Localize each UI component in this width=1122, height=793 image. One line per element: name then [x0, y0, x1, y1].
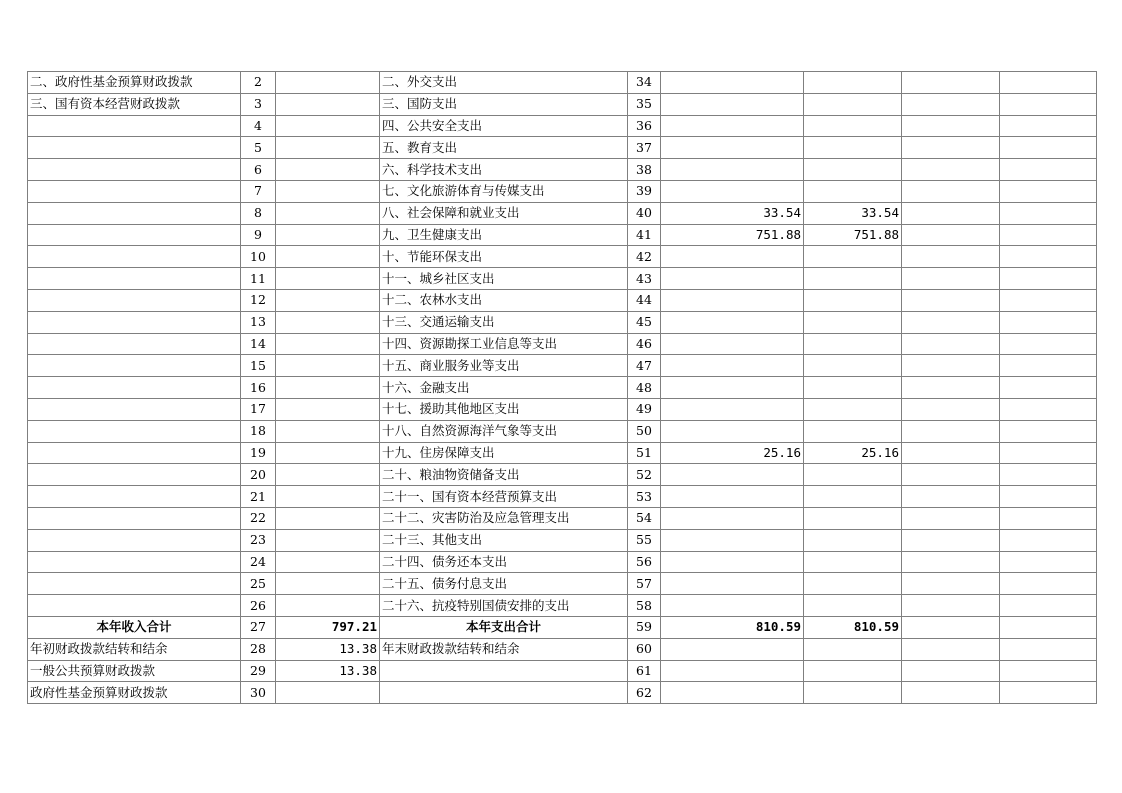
state-capital-budget-cell	[1000, 464, 1097, 486]
income-line-number-cell: 8	[241, 202, 276, 224]
general-budget-cell	[804, 595, 902, 617]
general-budget-cell	[804, 246, 902, 268]
expenditure-item-cell: 十、节能环保支出	[380, 246, 628, 268]
general-budget-cell	[804, 268, 902, 290]
general-budget-cell	[804, 682, 902, 704]
income-line-number-cell: 23	[241, 529, 276, 551]
general-budget-cell	[804, 93, 902, 115]
state-capital-budget-cell	[1000, 398, 1097, 420]
expenditure-item-cell: 十八、自然资源海洋气象等支出	[380, 420, 628, 442]
expenditure-line-number-cell: 53	[628, 486, 661, 508]
general-budget-cell	[804, 551, 902, 573]
state-capital-budget-cell	[1000, 137, 1097, 159]
expenditure-item-cell: 十六、金融支出	[380, 377, 628, 399]
income-item-cell	[28, 137, 241, 159]
income-amount-cell: 13.38	[276, 638, 380, 660]
income-item-cell	[28, 202, 241, 224]
expenditure-line-number-cell: 34	[628, 72, 661, 94]
expenditure-item-cell: 十三、交通运输支出	[380, 311, 628, 333]
gov-fund-budget-cell	[902, 573, 1000, 595]
income-amount-cell	[276, 268, 380, 290]
expenditure-line-number-cell: 42	[628, 246, 661, 268]
expenditure-total-cell	[661, 377, 804, 399]
expenditure-item-cell: 十九、住房保障支出	[380, 442, 628, 464]
expenditure-line-number-cell: 46	[628, 333, 661, 355]
expenditure-item-cell: 二十二、灾害防治及应急管理支出	[380, 507, 628, 529]
income-line-number-cell: 9	[241, 224, 276, 246]
expenditure-item-cell: 二十一、国有资本经营预算支出	[380, 486, 628, 508]
expenditure-item-cell: 十五、商业服务业等支出	[380, 355, 628, 377]
expenditure-line-number-cell: 51	[628, 442, 661, 464]
expenditure-total-cell	[661, 595, 804, 617]
income-line-number-cell: 10	[241, 246, 276, 268]
gov-fund-budget-cell	[902, 72, 1000, 94]
expenditure-item-cell	[380, 660, 628, 682]
expenditure-total-cell	[661, 529, 804, 551]
expenditure-total-cell	[661, 93, 804, 115]
table-row	[28, 595, 1097, 617]
income-item-cell: 政府性基金预算财政拨款	[28, 682, 241, 704]
income-line-number-cell: 4	[241, 115, 276, 137]
expenditure-item-cell: 十七、援助其他地区支出	[380, 398, 628, 420]
income-line-number-cell: 13	[241, 311, 276, 333]
expenditure-total-cell	[661, 486, 804, 508]
expenditure-total-cell	[661, 551, 804, 573]
gov-fund-budget-cell	[902, 137, 1000, 159]
expenditure-line-number-cell: 40	[628, 202, 661, 224]
income-amount-cell	[276, 159, 380, 181]
general-budget-cell: 25.16	[804, 442, 902, 464]
table-row	[28, 224, 1097, 246]
table-row	[28, 268, 1097, 290]
income-amount-cell: 797.21	[276, 616, 380, 638]
income-line-number-cell: 18	[241, 420, 276, 442]
expenditure-line-number-cell: 47	[628, 355, 661, 377]
expenditure-total-cell	[661, 573, 804, 595]
table-row	[28, 115, 1097, 137]
income-item-cell	[28, 333, 241, 355]
table-row	[28, 398, 1097, 420]
expenditure-total-cell	[661, 115, 804, 137]
income-line-number-cell: 15	[241, 355, 276, 377]
table-row	[28, 638, 1097, 660]
income-amount-cell	[276, 180, 380, 202]
gov-fund-budget-cell	[902, 115, 1000, 137]
table-row	[28, 377, 1097, 399]
state-capital-budget-cell	[1000, 180, 1097, 202]
expenditure-item-cell: 二十、粮油物资储备支出	[380, 464, 628, 486]
income-line-number-cell: 5	[241, 137, 276, 159]
expenditure-item-cell: 二十三、其他支出	[380, 529, 628, 551]
expenditure-total-cell	[661, 464, 804, 486]
expenditure-total-cell	[661, 355, 804, 377]
income-amount-cell	[276, 246, 380, 268]
state-capital-budget-cell	[1000, 638, 1097, 660]
income-line-number-cell: 12	[241, 289, 276, 311]
income-item-cell	[28, 398, 241, 420]
expenditure-item-cell: 十一、城乡社区支出	[380, 268, 628, 290]
expenditure-item-cell: 二十四、债务还本支出	[380, 551, 628, 573]
income-line-number-cell: 20	[241, 464, 276, 486]
general-budget-cell	[804, 464, 902, 486]
gov-fund-budget-cell	[902, 420, 1000, 442]
income-item-cell	[28, 159, 241, 181]
expenditure-total-cell	[661, 682, 804, 704]
table-row	[28, 660, 1097, 682]
income-line-number-cell: 30	[241, 682, 276, 704]
income-amount-cell	[276, 595, 380, 617]
expenditure-line-number-cell: 56	[628, 551, 661, 573]
income-item-cell: 二、政府性基金预算财政拨款	[28, 72, 241, 94]
income-item-cell	[28, 442, 241, 464]
expenditure-total-cell	[661, 289, 804, 311]
income-item-cell	[28, 573, 241, 595]
expenditure-item-cell: 十二、农林水支出	[380, 289, 628, 311]
expenditure-line-number-cell: 49	[628, 398, 661, 420]
income-line-number-cell: 25	[241, 573, 276, 595]
expenditure-line-number-cell: 37	[628, 137, 661, 159]
expenditure-line-number-cell: 39	[628, 180, 661, 202]
general-budget-cell	[804, 573, 902, 595]
income-item-cell	[28, 268, 241, 290]
table-row	[28, 551, 1097, 573]
table-row	[28, 246, 1097, 268]
expenditure-item-cell: 四、公共安全支出	[380, 115, 628, 137]
gov-fund-budget-cell	[902, 551, 1000, 573]
income-amount-cell	[276, 333, 380, 355]
state-capital-budget-cell	[1000, 529, 1097, 551]
expenditure-total-cell	[661, 72, 804, 94]
table-row	[28, 355, 1097, 377]
gov-fund-budget-cell	[902, 93, 1000, 115]
expenditure-item-cell: 二十六、抗疫特别国债安排的支出	[380, 595, 628, 617]
income-item-cell	[28, 595, 241, 617]
gov-fund-budget-cell	[902, 660, 1000, 682]
expenditure-item-cell: 二、外交支出	[380, 72, 628, 94]
expenditure-line-number-cell: 43	[628, 268, 661, 290]
table-row	[28, 682, 1097, 704]
income-amount-cell	[276, 529, 380, 551]
state-capital-budget-cell	[1000, 311, 1097, 333]
income-line-number-cell: 17	[241, 398, 276, 420]
income-item-cell	[28, 246, 241, 268]
income-amount-cell	[276, 464, 380, 486]
state-capital-budget-cell	[1000, 355, 1097, 377]
state-capital-budget-cell	[1000, 333, 1097, 355]
expenditure-line-number-cell: 52	[628, 464, 661, 486]
state-capital-budget-cell	[1000, 573, 1097, 595]
state-capital-budget-cell	[1000, 268, 1097, 290]
income-amount-cell	[276, 420, 380, 442]
income-item-cell	[28, 377, 241, 399]
general-budget-cell	[804, 355, 902, 377]
expenditure-total-cell	[661, 311, 804, 333]
expenditure-line-number-cell: 60	[628, 638, 661, 660]
gov-fund-budget-cell	[902, 595, 1000, 617]
income-line-number-cell: 27	[241, 616, 276, 638]
general-budget-cell	[804, 311, 902, 333]
table-row	[28, 420, 1097, 442]
table-row	[28, 442, 1097, 464]
income-amount-cell	[276, 682, 380, 704]
state-capital-budget-cell	[1000, 486, 1097, 508]
gov-fund-budget-cell	[902, 398, 1000, 420]
income-amount-cell	[276, 72, 380, 94]
expenditure-total-cell	[661, 638, 804, 660]
income-amount-cell: 13.38	[276, 660, 380, 682]
income-item-cell	[28, 551, 241, 573]
income-amount-cell	[276, 115, 380, 137]
expenditure-item-cell: 十四、资源勘探工业信息等支出	[380, 333, 628, 355]
expenditure-total-cell: 751.88	[661, 224, 804, 246]
gov-fund-budget-cell	[902, 682, 1000, 704]
income-item-cell	[28, 355, 241, 377]
state-capital-budget-cell	[1000, 420, 1097, 442]
table-row	[28, 93, 1097, 115]
expenditure-line-number-cell: 41	[628, 224, 661, 246]
appropriation-table	[27, 71, 1097, 704]
income-item-cell	[28, 311, 241, 333]
table-row	[28, 159, 1097, 181]
table-row	[28, 137, 1097, 159]
income-amount-cell	[276, 311, 380, 333]
income-item-cell: 本年收入合计	[28, 616, 241, 638]
income-item-cell: 一般公共预算财政拨款	[28, 660, 241, 682]
income-amount-cell	[276, 573, 380, 595]
income-line-number-cell: 7	[241, 180, 276, 202]
expenditure-line-number-cell: 50	[628, 420, 661, 442]
gov-fund-budget-cell	[902, 377, 1000, 399]
expenditure-line-number-cell: 38	[628, 159, 661, 181]
income-item-cell: 三、国有资本经营财政拨款	[28, 93, 241, 115]
state-capital-budget-cell	[1000, 595, 1097, 617]
expenditure-total-cell	[661, 159, 804, 181]
expenditure-item-cell: 七、文化旅游体育与传媒支出	[380, 180, 628, 202]
gov-fund-budget-cell	[902, 202, 1000, 224]
gov-fund-budget-cell	[902, 333, 1000, 355]
expenditure-total-cell	[661, 137, 804, 159]
expenditure-total-cell: 810.59	[661, 616, 804, 638]
expenditure-item-cell	[380, 682, 628, 704]
general-budget-cell	[804, 180, 902, 202]
expenditure-total-cell: 25.16	[661, 442, 804, 464]
state-capital-budget-cell	[1000, 682, 1097, 704]
income-line-number-cell: 2	[241, 72, 276, 94]
expenditure-item-cell: 九、卫生健康支出	[380, 224, 628, 246]
general-budget-cell	[804, 333, 902, 355]
expenditure-total-cell: 33.54	[661, 202, 804, 224]
expenditure-line-number-cell: 55	[628, 529, 661, 551]
expenditure-line-number-cell: 62	[628, 682, 661, 704]
gov-fund-budget-cell	[902, 355, 1000, 377]
expenditure-total-cell	[661, 333, 804, 355]
state-capital-budget-cell	[1000, 246, 1097, 268]
income-item-cell	[28, 507, 241, 529]
gov-fund-budget-cell	[902, 180, 1000, 202]
expenditure-total-cell	[661, 420, 804, 442]
expenditure-line-number-cell: 35	[628, 93, 661, 115]
gov-fund-budget-cell	[902, 464, 1000, 486]
table-row	[28, 529, 1097, 551]
income-amount-cell	[276, 377, 380, 399]
table-row	[28, 72, 1097, 94]
gov-fund-budget-cell	[902, 529, 1000, 551]
income-line-number-cell: 14	[241, 333, 276, 355]
expenditure-total-cell	[661, 180, 804, 202]
general-budget-cell	[804, 377, 902, 399]
gov-fund-budget-cell	[902, 289, 1000, 311]
general-budget-cell	[804, 420, 902, 442]
general-budget-cell	[804, 115, 902, 137]
income-amount-cell	[276, 486, 380, 508]
income-line-number-cell: 16	[241, 377, 276, 399]
income-item-cell	[28, 486, 241, 508]
table-row	[28, 202, 1097, 224]
gov-fund-budget-cell	[902, 507, 1000, 529]
expenditure-line-number-cell: 58	[628, 595, 661, 617]
general-budget-cell: 33.54	[804, 202, 902, 224]
expenditure-total-cell	[661, 398, 804, 420]
expenditure-line-number-cell: 54	[628, 507, 661, 529]
expenditure-line-number-cell: 48	[628, 377, 661, 399]
state-capital-budget-cell	[1000, 202, 1097, 224]
total-row	[28, 616, 1097, 638]
gov-fund-budget-cell	[902, 638, 1000, 660]
expenditure-item-cell: 年末财政拨款结转和结余	[380, 638, 628, 660]
expenditure-total-cell	[661, 268, 804, 290]
expenditure-item-cell: 六、科学技术支出	[380, 159, 628, 181]
income-amount-cell	[276, 398, 380, 420]
general-budget-cell	[804, 486, 902, 508]
general-budget-cell	[804, 638, 902, 660]
table-row	[28, 486, 1097, 508]
gov-fund-budget-cell	[902, 486, 1000, 508]
income-amount-cell	[276, 289, 380, 311]
income-line-number-cell: 21	[241, 486, 276, 508]
state-capital-budget-cell	[1000, 507, 1097, 529]
income-line-number-cell: 29	[241, 660, 276, 682]
expenditure-item-cell: 本年支出合计	[380, 616, 628, 638]
income-amount-cell	[276, 355, 380, 377]
income-line-number-cell: 3	[241, 93, 276, 115]
income-amount-cell	[276, 202, 380, 224]
general-budget-cell	[804, 289, 902, 311]
state-capital-budget-cell	[1000, 377, 1097, 399]
general-budget-cell	[804, 507, 902, 529]
expenditure-total-cell	[661, 507, 804, 529]
general-budget-cell	[804, 660, 902, 682]
expenditure-item-cell: 二十五、债务付息支出	[380, 573, 628, 595]
table-body	[28, 72, 1097, 704]
table-row	[28, 311, 1097, 333]
income-line-number-cell: 24	[241, 551, 276, 573]
income-line-number-cell: 11	[241, 268, 276, 290]
income-line-number-cell: 19	[241, 442, 276, 464]
gov-fund-budget-cell	[902, 311, 1000, 333]
table-row	[28, 507, 1097, 529]
expenditure-line-number-cell: 59	[628, 616, 661, 638]
state-capital-budget-cell	[1000, 72, 1097, 94]
expenditure-total-cell	[661, 660, 804, 682]
general-budget-cell	[804, 72, 902, 94]
state-capital-budget-cell	[1000, 115, 1097, 137]
income-item-cell: 年初财政拨款结转和结余	[28, 638, 241, 660]
income-amount-cell	[276, 442, 380, 464]
income-item-cell	[28, 464, 241, 486]
table-row	[28, 464, 1097, 486]
income-line-number-cell: 22	[241, 507, 276, 529]
income-item-cell	[28, 420, 241, 442]
income-line-number-cell: 26	[241, 595, 276, 617]
expenditure-line-number-cell: 44	[628, 289, 661, 311]
state-capital-budget-cell	[1000, 442, 1097, 464]
gov-fund-budget-cell	[902, 224, 1000, 246]
table-row	[28, 333, 1097, 355]
gov-fund-budget-cell	[902, 159, 1000, 181]
expenditure-item-cell: 八、社会保障和就业支出	[380, 202, 628, 224]
state-capital-budget-cell	[1000, 159, 1097, 181]
income-line-number-cell: 6	[241, 159, 276, 181]
income-item-cell	[28, 115, 241, 137]
expenditure-item-cell: 五、教育支出	[380, 137, 628, 159]
income-item-cell	[28, 224, 241, 246]
state-capital-budget-cell	[1000, 551, 1097, 573]
table-row	[28, 289, 1097, 311]
expenditure-total-cell	[661, 246, 804, 268]
gov-fund-budget-cell	[902, 246, 1000, 268]
general-budget-cell: 810.59	[804, 616, 902, 638]
state-capital-budget-cell	[1000, 660, 1097, 682]
general-budget-cell: 751.88	[804, 224, 902, 246]
state-capital-budget-cell	[1000, 224, 1097, 246]
general-budget-cell	[804, 398, 902, 420]
table-row	[28, 573, 1097, 595]
expenditure-line-number-cell: 45	[628, 311, 661, 333]
gov-fund-budget-cell	[902, 616, 1000, 638]
gov-fund-budget-cell	[902, 442, 1000, 464]
income-line-number-cell: 28	[241, 638, 276, 660]
income-amount-cell	[276, 224, 380, 246]
income-amount-cell	[276, 507, 380, 529]
expenditure-line-number-cell: 57	[628, 573, 661, 595]
expenditure-line-number-cell: 61	[628, 660, 661, 682]
general-budget-cell	[804, 529, 902, 551]
state-capital-budget-cell	[1000, 289, 1097, 311]
state-capital-budget-cell	[1000, 616, 1097, 638]
income-amount-cell	[276, 93, 380, 115]
income-amount-cell	[276, 551, 380, 573]
gov-fund-budget-cell	[902, 268, 1000, 290]
income-item-cell	[28, 180, 241, 202]
expenditure-item-cell: 三、国防支出	[380, 93, 628, 115]
table-row	[28, 180, 1097, 202]
general-budget-cell	[804, 137, 902, 159]
income-amount-cell	[276, 137, 380, 159]
income-item-cell	[28, 529, 241, 551]
general-budget-cell	[804, 159, 902, 181]
expenditure-line-number-cell: 36	[628, 115, 661, 137]
income-item-cell	[28, 289, 241, 311]
state-capital-budget-cell	[1000, 93, 1097, 115]
